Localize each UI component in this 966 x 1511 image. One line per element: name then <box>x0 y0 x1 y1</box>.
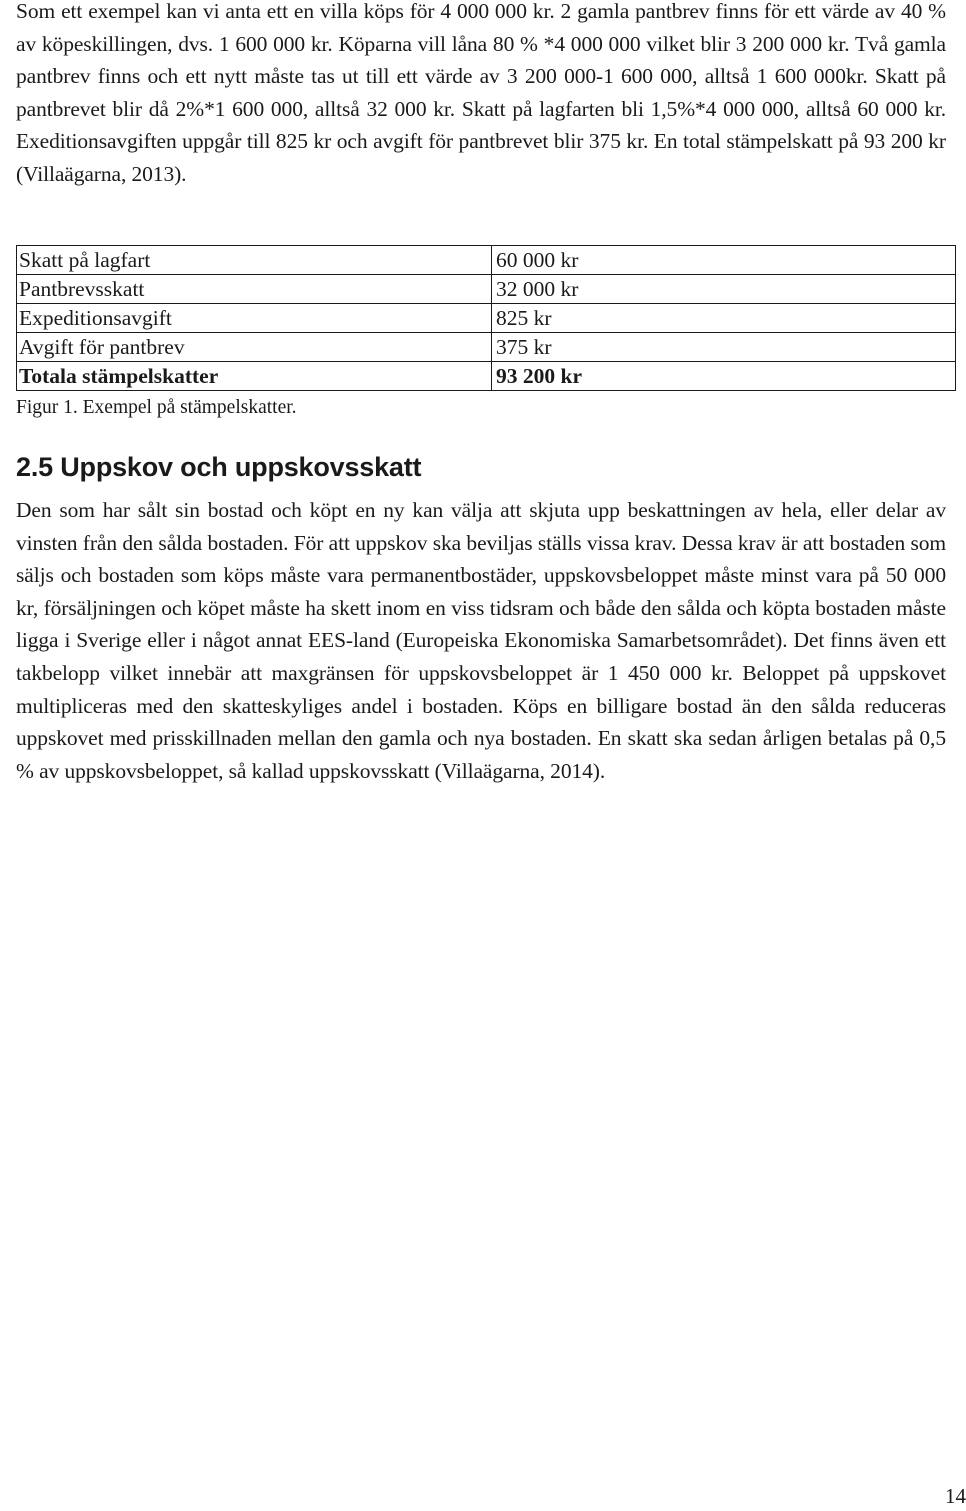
row-value: 825 kr <box>492 304 956 333</box>
table-row <box>17 246 956 275</box>
row-value: 375 kr <box>492 333 956 362</box>
total-value: 93 200 kr <box>492 362 956 391</box>
intro-paragraph: Som ett exempel kan vi anta ett en villa köps för 4 000 000 kr. 2 gamla pantbrev finns för ett värde av 40 % av köpeskillingen, dvs. 1 600 000 kr. Köparna vill låna 80 % *4 000 000 vilket blir 3 200 000 kr. Två gamla pantbrev finns och ett nytt måste tas ut till ett värde av 3 200 000-1 600 000, alltså 1 600 000kr. Skatt på pantbrevet blir då 2%*1 600 000, alltså 32 000 kr. Skatt på lagfarten bli 1,5%*4 000 000, alltså 60 000 kr. Exeditionsavgiften uppgår till 825 kr och avgift för pantbrevet blir 375 kr. En total stämpelskatt på 93 200 kr (Villaägarna, 2013). <box>16 0 946 186</box>
row-value: 60 000 kr <box>492 246 956 275</box>
table-row <box>17 304 956 333</box>
row-value: 32 000 kr <box>492 275 956 304</box>
total-label: Totala stämpelskatter <box>17 362 492 391</box>
table-total-row <box>17 362 956 391</box>
row-label: Expeditionsavgift <box>17 304 492 333</box>
section-heading: 2.5 Uppskov och uppskovsskatt <box>16 452 422 482</box>
table-row <box>17 333 956 362</box>
row-label: Avgift för pantbrev <box>17 333 492 362</box>
figure-caption: Figur 1. Exempel på stämpelskatter. <box>16 397 297 418</box>
row-label: Pantbrevsskatt <box>17 275 492 304</box>
page-number: 14 <box>945 1484 966 1508</box>
section-paragraph: Den som har sålt sin bostad och köpt en ny kan välja att skjuta upp beskattningen av hela, eller delar av vinsten från den sålda bostaden. För att uppskov ska beviljas ställs vissa krav. Dessa krav är att bostaden som säljs och bostaden som köps måste vara permanentbostäder, uppskovsbeloppet måste minst vara på 50 000 kr, försäljningen och köpet måste ha skett inom en viss tidsram och både den sålda och köpta bostaden måste ligga i Sverige eller i något annat EES-land (Europeiska Ekonomiska Samarbetsområdet). Det finns även ett takbelopp vilket innebär att maxgränsen för uppskovsbeloppet är 1 450 000 kr. Beloppet på uppskovet multipliceras med den skatteskyliges andel i bostaden. Köps en billigare bostad än den sålda reduceras uppskovet med prisskillnaden mellan den gamla och nya bostaden. En skatt ska sedan årligen betalas på 0,5 % av uppskovsbeloppet, så kallad uppskovsskatt (Villaägarna, 2014). <box>16 498 946 783</box>
table-row <box>17 275 956 304</box>
stamp-duty-table <box>16 245 956 391</box>
row-label: Skatt på lagfart <box>17 246 492 275</box>
